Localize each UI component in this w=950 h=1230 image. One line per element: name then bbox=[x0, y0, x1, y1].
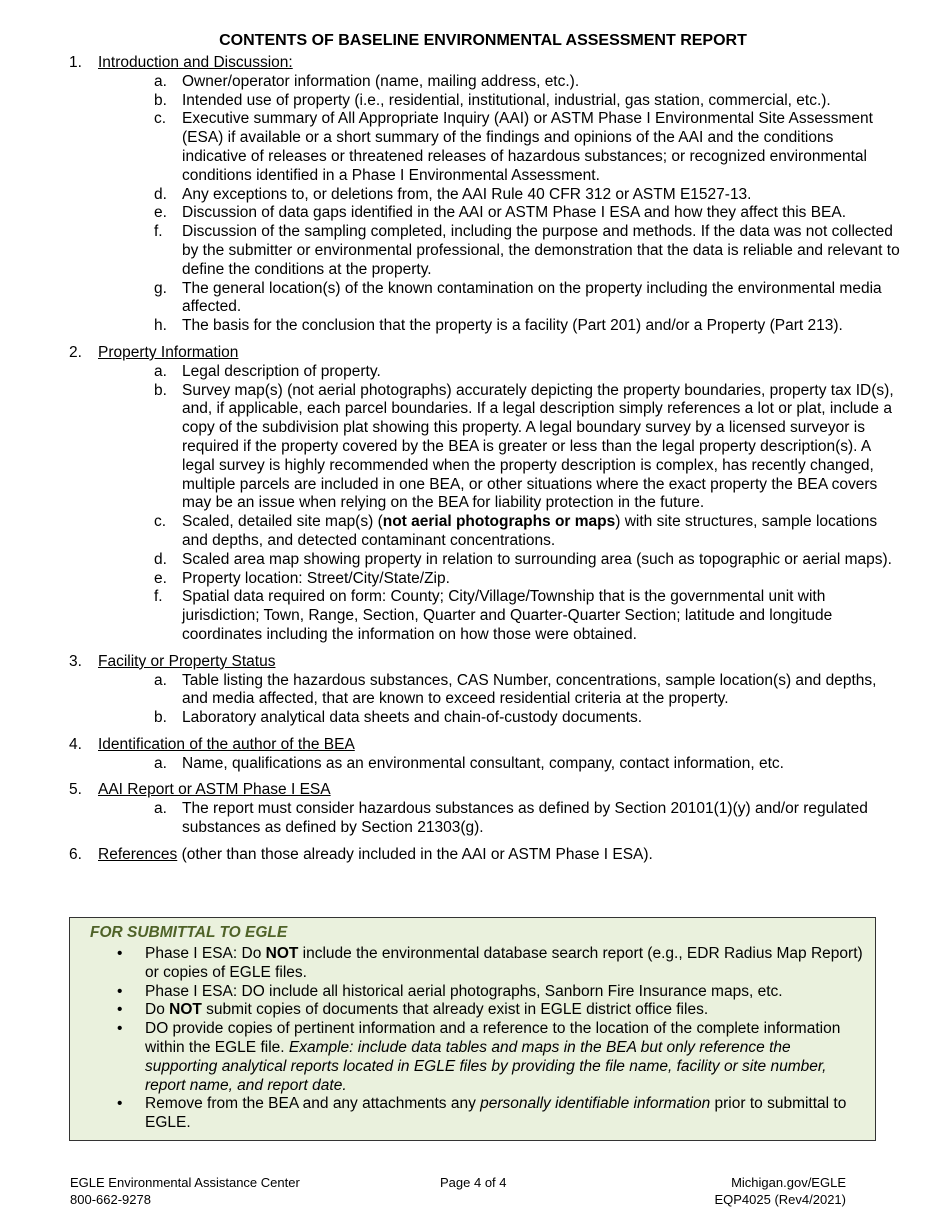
bullet-icon: • bbox=[117, 1020, 123, 1038]
item-text: Any exceptions to, or deletions from, the AAI Rule 40 CFR 312 or ASTM E1527-13. bbox=[182, 185, 752, 203]
list-item bbox=[0, 382, 950, 514]
item-letter: a. bbox=[154, 671, 167, 689]
section-items bbox=[0, 755, 950, 774]
page-title: CONTENTS OF BASELINE ENVIRONMENTAL ASSESSMENT REPORT bbox=[219, 32, 747, 49]
item-text: Executive summary of All Appropriate Inquiry (AAI) or ASTM Phase I Environmental Site Assessment (ESA) if available or a short summary of the findings and opinions of the AAI and the conditions indicative of releases or threatened releases of hazardous substances; or recognized environmental conditions identified in a Phase I Environmental Assessment. bbox=[182, 110, 873, 184]
item-letter: a. bbox=[154, 754, 167, 772]
bullet-text: NOT bbox=[169, 1001, 202, 1019]
section-heading bbox=[0, 54, 950, 73]
bullet-text: personally identifiable information bbox=[480, 1095, 711, 1113]
section-heading bbox=[0, 781, 950, 800]
section-5 bbox=[0, 781, 950, 837]
section-items bbox=[0, 73, 950, 336]
bullet-text: DO provide copies of pertinent information and a reference to the location of the complete information within the EGLE file. bbox=[145, 1020, 841, 1056]
bullet-icon: • bbox=[117, 982, 123, 1000]
section-title-suffix: (other than those already included in the AAI or ASTM Phase I ESA). bbox=[177, 845, 653, 863]
section-number: 2. bbox=[69, 343, 82, 361]
footer-phone: 800-662-9278 bbox=[70, 1191, 151, 1207]
item-text: Survey map(s) (not aerial photographs) accurately depicting the property boundaries, property tax ID(s), and, if applicable, each parcel boundaries. If a legal description simply references a lot or plat, include a copy of the subdivision plat showing this property. A legal boundary survey by a licensed surveyor is required if the property covered by the BEA is greater or less than the legal property description(s). A legal survey is highly recommended when the property description is complex, has recently changed, multiple parcels are included in one BEA, or other situations where the exact property the BEA covers may be an issue when relying on the BEA for liability protection in the future. bbox=[182, 381, 894, 512]
section-number: 5. bbox=[69, 781, 82, 799]
list-item bbox=[0, 73, 950, 92]
bullet-icon: • bbox=[117, 945, 123, 962]
item-text: The general location(s) of the known contamination on the property including the environmental media affected. bbox=[182, 279, 882, 316]
bullet-icon: • bbox=[117, 1001, 123, 1019]
item-letter: a. bbox=[154, 800, 167, 818]
footer-right bbox=[714, 1175, 846, 1208]
submittal-box bbox=[69, 917, 876, 1141]
list-item bbox=[0, 513, 950, 551]
bullet-text: Do bbox=[145, 1001, 170, 1019]
section-number: 3. bbox=[69, 652, 82, 670]
bullet-text: Example: include data tables and maps in the BEA but only reference the supporting analytical reports located in EGLE files by providing the file name, facility or site number, report name, and report date. bbox=[145, 1038, 827, 1094]
footer-center bbox=[440, 1175, 507, 1192]
list-item bbox=[0, 800, 950, 838]
submittal-bullet bbox=[70, 945, 875, 983]
section-title: AAI Report or ASTM Phase I ESA bbox=[98, 781, 331, 799]
section-items bbox=[0, 672, 950, 728]
item-letter: c. bbox=[154, 513, 167, 531]
item-letter: h. bbox=[154, 317, 167, 335]
item-text: Scaled, detailed site map(s) ( bbox=[182, 513, 383, 531]
section-6 bbox=[0, 846, 950, 865]
section-items bbox=[0, 363, 950, 645]
list-item bbox=[0, 223, 950, 279]
item-text: Legal description of property. bbox=[182, 362, 381, 380]
section-3 bbox=[0, 653, 950, 728]
section-1 bbox=[0, 54, 950, 336]
list-item bbox=[0, 709, 950, 728]
item-text: The report must consider hazardous substances as defined by Section 20101(1)(y) and/or regulated substances as defined by Section 21303(g). bbox=[182, 800, 868, 837]
section-4 bbox=[0, 736, 950, 774]
section-title: Property Information bbox=[98, 343, 239, 361]
item-text: Scaled area map showing property in relation to surrounding area (such as topographic or aerial maps). bbox=[182, 550, 892, 568]
item-text: Spatial data required on form: County; City/Village/Township that is the governmental unit with jurisdiction; Town, Range, Section, Quarter and Quarter-Quarter Section; latitude and longitude coordinates including the information on how those were obtained. bbox=[182, 588, 833, 643]
item-text: Laboratory analytical data sheets and chain-of-custody documents. bbox=[182, 709, 643, 727]
item-text: Owner/operator information (name, mailing address, etc.). bbox=[182, 72, 580, 90]
page-number: Page 4 of 4 bbox=[440, 1175, 507, 1190]
item-letter: e. bbox=[154, 569, 167, 587]
submittal-bullet bbox=[70, 1001, 875, 1020]
section-number: 1. bbox=[69, 54, 82, 71]
item-letter: d. bbox=[154, 185, 167, 203]
item-text: The basis for the conclusion that the property is a facility (Part 201) and/or a Property (Part 213). bbox=[182, 317, 843, 335]
bullet-text: Remove from the BEA and any attachments any bbox=[145, 1095, 481, 1113]
bullet-text: NOT bbox=[265, 945, 299, 962]
section-items bbox=[0, 800, 950, 838]
item-text: Property location: Street/City/State/Zip. bbox=[182, 569, 450, 587]
item-letter: e. bbox=[154, 204, 167, 222]
bullet-text: Phase I ESA: Do bbox=[145, 945, 266, 962]
list-item bbox=[0, 186, 950, 205]
list-item bbox=[0, 672, 950, 710]
section-number: 4. bbox=[69, 735, 82, 753]
item-letter: f. bbox=[154, 588, 163, 606]
item-letter: b. bbox=[154, 381, 167, 399]
footer-website: Michigan.gov/EGLE bbox=[731, 1175, 846, 1190]
item-letter: f. bbox=[154, 223, 163, 241]
item-letter: a. bbox=[154, 362, 167, 380]
item-letter: g. bbox=[154, 279, 167, 297]
list-item bbox=[0, 551, 950, 570]
section-number: 6. bbox=[69, 845, 82, 863]
list-item bbox=[0, 110, 950, 185]
bullet-text: Phase I ESA: DO include all historical aerial photographs, Sanborn Fire Insurance maps, etc. bbox=[145, 982, 783, 1000]
contents-list bbox=[0, 54, 950, 873]
bullet-text: submit copies of documents that already exist in EGLE district office files. bbox=[201, 1001, 709, 1019]
submittal-box-title: FOR SUBMITTAL TO EGLE bbox=[90, 924, 288, 941]
list-item bbox=[0, 92, 950, 111]
item-letter: b. bbox=[154, 91, 167, 109]
item-letter: b. bbox=[154, 709, 167, 727]
section-heading bbox=[0, 846, 950, 865]
submittal-bullet bbox=[70, 1020, 875, 1095]
section-title: References bbox=[98, 845, 178, 863]
item-letter: c. bbox=[154, 110, 167, 128]
list-item bbox=[0, 570, 950, 589]
item-text: Discussion of the sampling completed, including the purpose and methods. If the data was not collected by the submitter or environmental professional, the demonstration that the data is reliable and relevant to define the conditions at the property. bbox=[182, 223, 900, 278]
list-item bbox=[0, 588, 950, 644]
list-item bbox=[0, 317, 950, 336]
item-text: Table listing the hazardous substances, CAS Number, concentrations, sample location(s) and depths, and media affected, that are known to exceed residential criteria at the property. bbox=[182, 671, 877, 708]
section-title: Facility or Property Status bbox=[98, 652, 276, 670]
footer-form-id: EQP4025 (Rev4/2021) bbox=[714, 1191, 846, 1207]
item-text: Discussion of data gaps identified in the AAI or ASTM Phase I ESA and how they affect this BEA. bbox=[182, 204, 847, 222]
submittal-bullet bbox=[70, 1095, 875, 1133]
section-heading bbox=[0, 736, 950, 755]
submittal-bullet-list bbox=[70, 945, 875, 1133]
item-text: not aerial photographs or maps bbox=[382, 513, 616, 531]
list-item bbox=[0, 755, 950, 774]
item-text: ) with site structures, sample locations and depths, and detected contaminant concentrations. bbox=[182, 513, 878, 549]
footer-left bbox=[70, 1175, 300, 1208]
section-2 bbox=[0, 344, 950, 645]
section-title: Introduction and Discussion: bbox=[98, 54, 293, 71]
list-item bbox=[0, 280, 950, 318]
section-heading bbox=[0, 344, 950, 363]
footer-org: EGLE Environmental Assistance Center bbox=[70, 1175, 300, 1190]
item-letter: d. bbox=[154, 550, 167, 568]
list-item bbox=[0, 204, 950, 223]
list-item bbox=[0, 363, 950, 382]
bullet-text: include the environmental database search report (e.g., EDR Radius Map Report) or copies of EGLE files. bbox=[145, 945, 863, 981]
bullet-text: prior to submittal to EGLE. bbox=[145, 1095, 847, 1132]
item-text: Name, qualifications as an environmental consultant, company, contact information, etc. bbox=[182, 754, 784, 772]
submittal-bullet bbox=[70, 983, 875, 1002]
item-letter: a. bbox=[154, 72, 167, 90]
item-text: Intended use of property (i.e., residential, institutional, industrial, gas station, commercial, etc.). bbox=[182, 91, 831, 109]
bullet-icon: • bbox=[117, 1095, 123, 1113]
section-heading bbox=[0, 653, 950, 672]
section-title: Identification of the author of the BEA bbox=[98, 735, 355, 753]
